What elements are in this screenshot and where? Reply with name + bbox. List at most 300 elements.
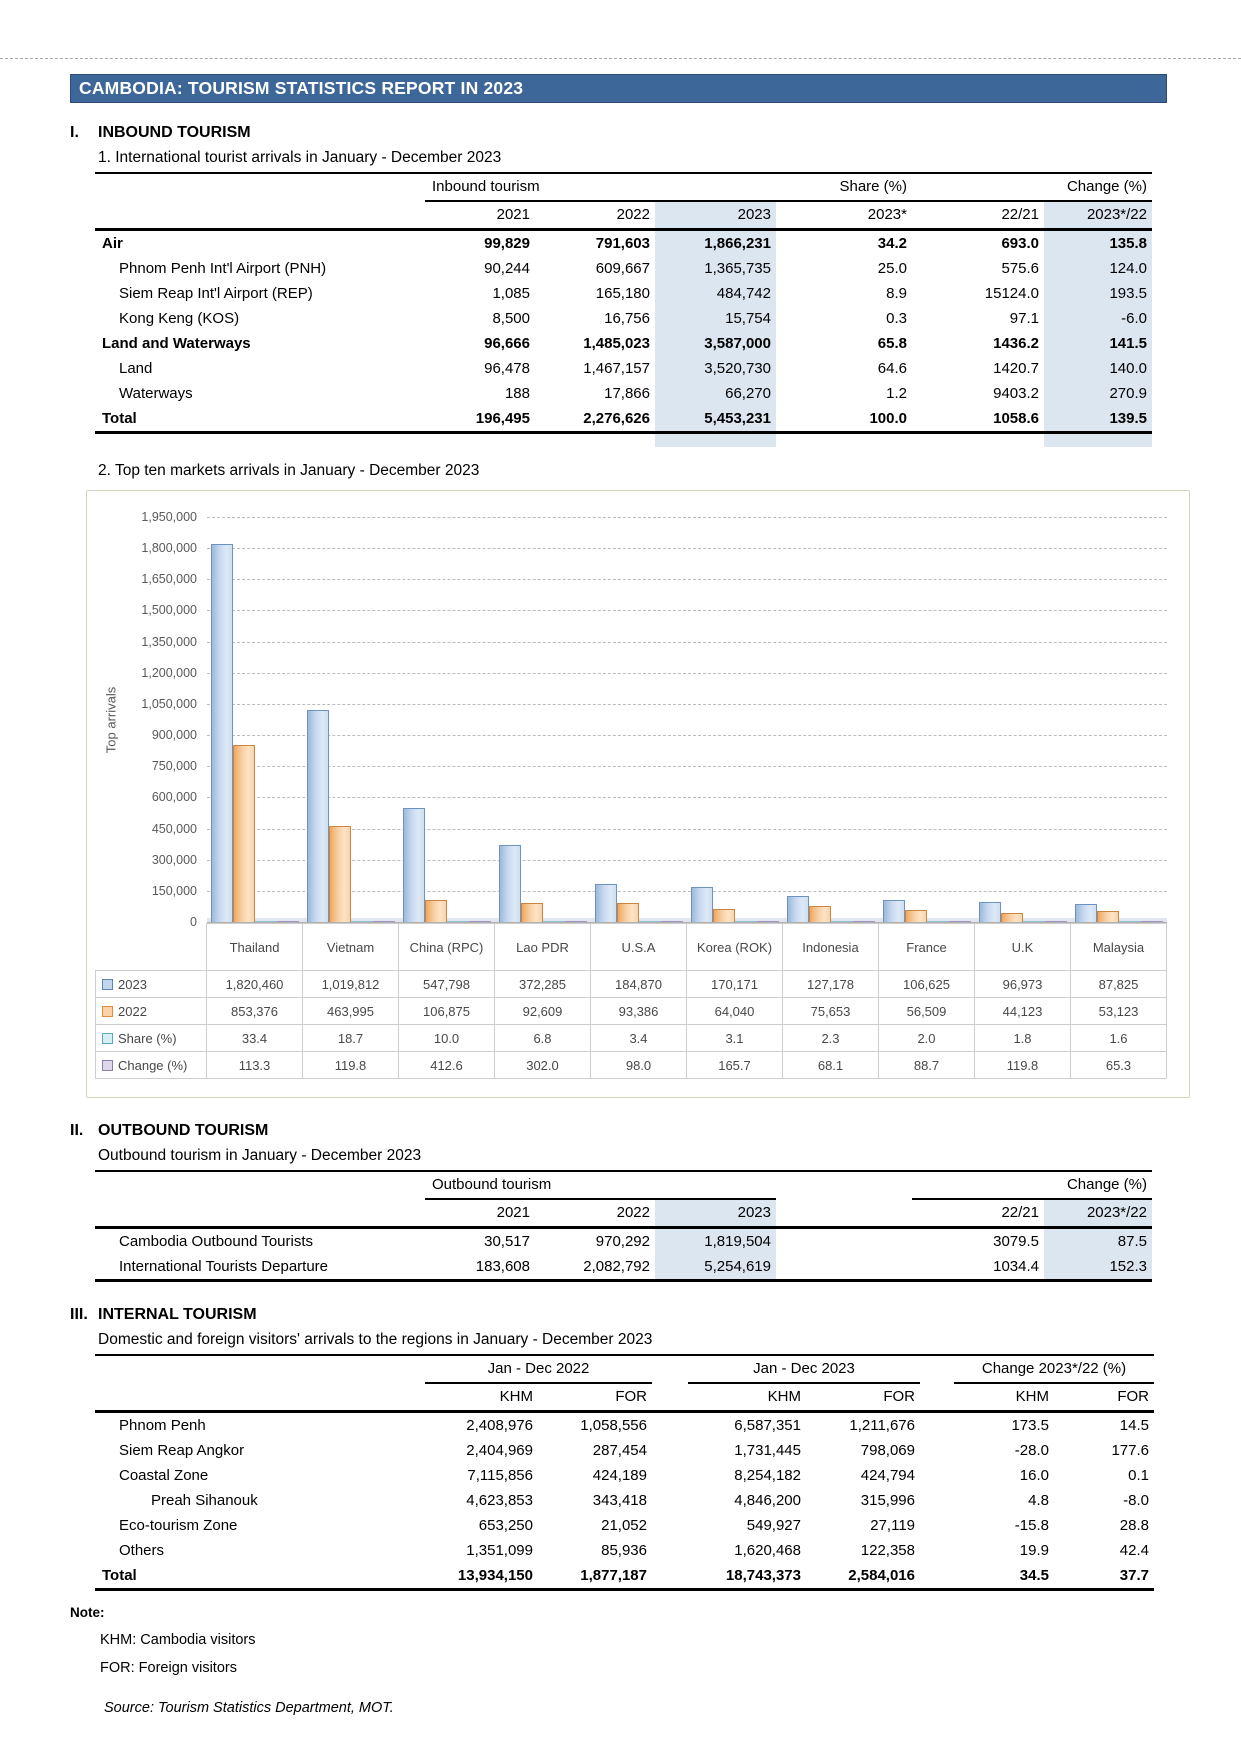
value-cell: 188	[504, 385, 530, 402]
bar-group	[399, 517, 495, 922]
column-header: KHM	[425, 1384, 538, 1413]
column-header: KHM	[954, 1384, 1054, 1413]
series-value-cell: 1,019,812	[303, 971, 399, 998]
value-cell	[776, 1254, 912, 1282]
column-header: 2023*	[776, 202, 912, 231]
series-value-cell: 2.3	[783, 1025, 879, 1052]
value-cell	[652, 1488, 688, 1513]
value-cell	[920, 1438, 954, 1463]
value-cell: 173.5	[1011, 1417, 1049, 1434]
bar-change-	[1141, 921, 1163, 922]
bar-share-	[735, 921, 757, 922]
chart-plot	[207, 517, 1167, 923]
value-cell	[920, 1413, 954, 1438]
column-header: 2022	[535, 202, 655, 231]
bar-2022	[905, 910, 927, 922]
series-value-cell: 165.7	[687, 1052, 783, 1079]
value-cell: -15.8	[1014, 1517, 1049, 1534]
bar-2023	[1075, 904, 1097, 922]
value-cell: 1,365,735	[655, 256, 776, 281]
inbound-arrivals-table	[95, 172, 1195, 434]
column-header	[652, 1384, 688, 1413]
value-cell: 14.5	[1119, 1417, 1149, 1434]
category-label-text: France	[906, 939, 947, 955]
value-cell: 139.5	[1044, 406, 1152, 434]
value-cell	[920, 1513, 954, 1538]
value-cell: 37.7	[1054, 1563, 1154, 1591]
bar-2023	[979, 902, 1001, 922]
spacer-cell	[652, 1354, 688, 1382]
bar-group	[207, 517, 303, 922]
category-label-text: Thailand	[229, 939, 280, 955]
category-label	[303, 923, 399, 971]
legend-cell	[95, 998, 207, 1025]
series-value-cell: 44,123	[975, 998, 1071, 1025]
inbound-table-subtitle: 1. International tourist arrivals in January - December 2023	[98, 149, 502, 166]
value-cell: 3,587,000	[655, 331, 776, 356]
row-label: Siem Reap Int'l Airport (REP)	[119, 285, 313, 302]
section-title: OUTBOUND TOURISM	[98, 1122, 269, 1139]
value-cell: 1,351,099	[466, 1542, 533, 1559]
bar-change-	[277, 921, 299, 922]
value-cell: 1,620,468	[734, 1542, 801, 1559]
series-value-cell: 75,653	[783, 998, 879, 1025]
value-cell: 152.3	[1044, 1254, 1152, 1282]
section-numeral: I.	[70, 124, 79, 141]
value-cell: 287,454	[592, 1442, 647, 1459]
column-header: 2023*/22	[1044, 1200, 1152, 1229]
page-margin-line	[0, 58, 1241, 59]
series-value-cell: 88.7	[879, 1052, 975, 1079]
category-label	[495, 923, 591, 971]
value-cell: 87.5	[1044, 1229, 1152, 1254]
inbound-arrivals-table-wrap	[95, 172, 1195, 434]
bar-2023	[499, 845, 521, 922]
column-header: 22/21	[912, 202, 1044, 231]
value-cell: 15,754	[655, 306, 776, 331]
row-label: Air	[102, 235, 123, 252]
section-heading-inbound	[70, 124, 1195, 142]
series-value-cell: 92,609	[495, 998, 591, 1025]
bar-change-	[565, 921, 587, 922]
value-cell: 1,211,676	[849, 1417, 915, 1434]
bar-2022	[1097, 911, 1119, 922]
value-cell: 13,934,150	[425, 1563, 538, 1591]
legend-swatch	[102, 979, 113, 990]
value-cell: 100.0	[776, 406, 912, 434]
y-tick-label: 750,000	[151, 759, 197, 774]
row-label: Total	[95, 1563, 425, 1591]
column-header: FOR	[1054, 1384, 1154, 1413]
bar-2022	[1001, 913, 1023, 922]
value-cell: 30,517	[484, 1233, 530, 1250]
spacer-cell	[95, 1384, 425, 1413]
series-value-cell: 113.3	[207, 1052, 303, 1079]
value-cell: 16,756	[604, 310, 650, 327]
value-cell: 7,115,856	[467, 1467, 533, 1484]
value-cell: 549,927	[746, 1517, 801, 1534]
series-value-cell: 119.8	[975, 1052, 1071, 1079]
y-tick-label: 450,000	[151, 821, 197, 836]
value-cell: 970,292	[595, 1233, 650, 1250]
value-cell: 21,052	[601, 1517, 647, 1534]
report-title: CAMBODIA: TOURISM STATISTICS REPORT IN 2023	[79, 78, 524, 98]
corner-cell	[95, 923, 207, 971]
bar-share-	[639, 921, 661, 922]
bar-change-	[1045, 921, 1067, 922]
value-cell: 99,829	[484, 235, 530, 252]
source-line: Source: Tourism Statistics Department, MOT.	[104, 1700, 394, 1716]
series-value-cell: 302.0	[495, 1052, 591, 1079]
chart-plot-area	[95, 510, 1189, 929]
value-cell	[652, 1563, 688, 1591]
bar-group	[495, 517, 591, 922]
bar-2023	[691, 887, 713, 922]
value-cell: 1,485,023	[583, 335, 650, 352]
value-cell	[920, 1538, 954, 1563]
category-label-text: U.K	[1011, 939, 1034, 955]
y-tick-label: 300,000	[151, 852, 197, 867]
category-label	[783, 923, 879, 971]
bar-share-	[1023, 921, 1045, 922]
value-cell: 9403.2	[993, 385, 1039, 402]
row-label: Kong Keng (KOS)	[119, 310, 240, 327]
column-header: KHM	[688, 1384, 806, 1413]
y-tick-label: 150,000	[151, 883, 197, 898]
series-value-cell: 6.8	[495, 1025, 591, 1052]
value-cell: 270.9	[1044, 381, 1152, 406]
y-tick-label: 900,000	[151, 728, 197, 743]
legend-cell	[95, 1052, 207, 1079]
bar-group	[591, 517, 687, 922]
chart-data-table	[95, 923, 1189, 1079]
bar-group	[687, 517, 783, 922]
bar-2022	[521, 903, 543, 922]
series-value-cell: 412.6	[399, 1052, 495, 1079]
value-cell: 96,666	[484, 335, 530, 352]
group-header: Share (%)	[776, 172, 912, 202]
section-heading-internal	[70, 1306, 1195, 1324]
series-value-cell: 1.6	[1071, 1025, 1167, 1052]
spacer-cell	[95, 1170, 425, 1198]
column-header: 2023	[655, 1200, 776, 1229]
bar-group	[783, 517, 879, 922]
value-cell: 1,058,556	[580, 1417, 647, 1434]
bar-share-	[447, 921, 469, 922]
bar-share-	[831, 921, 853, 922]
value-cell: 1,467,157	[583, 360, 650, 377]
spacer-cell	[95, 172, 425, 200]
value-cell: 2,276,626	[535, 406, 655, 434]
bar-share-	[351, 921, 373, 922]
spacer-cell	[95, 1200, 425, 1229]
value-cell: 791,603	[595, 235, 650, 252]
series-value-cell: 87,825	[1071, 971, 1167, 998]
value-cell: -8.0	[1123, 1492, 1149, 1509]
value-cell: 798,069	[860, 1442, 915, 1459]
value-cell: 140.0	[1044, 356, 1152, 381]
bar-2022	[713, 909, 735, 922]
series-value-cell: 119.8	[303, 1052, 399, 1079]
value-cell: 34.5	[954, 1563, 1054, 1591]
series-value-cell: 2.0	[879, 1025, 975, 1052]
internal-tourism-table-wrap	[95, 1354, 1195, 1591]
value-cell: 1,866,231	[655, 231, 776, 256]
series-value-cell: 853,376	[207, 998, 303, 1025]
column-header: 22/21	[912, 1200, 1044, 1229]
value-cell: 183,608	[425, 1254, 535, 1282]
value-cell: 96,478	[484, 360, 530, 377]
category-label-text: Vietnam	[326, 939, 375, 955]
category-label-text: Korea (ROK)	[696, 939, 773, 955]
bar-change-	[373, 921, 395, 922]
section-title: INTERNAL TOURISM	[98, 1306, 257, 1323]
value-cell: 16.0	[1019, 1467, 1049, 1484]
row-label: Others	[119, 1542, 165, 1559]
legend-swatch	[102, 1060, 113, 1071]
legend-cell	[95, 971, 207, 998]
column-header: 2021	[425, 202, 535, 231]
shade-tail	[655, 434, 776, 447]
value-cell	[652, 1413, 688, 1438]
y-tick-label: 1,500,000	[141, 603, 197, 618]
group-header: Inbound tourism	[425, 172, 776, 202]
value-cell: 8.9	[886, 285, 907, 302]
bar-share-	[543, 921, 565, 922]
internal-tourism-table	[95, 1354, 1195, 1591]
value-cell: 424,189	[592, 1467, 647, 1484]
series-value-cell: 18.7	[303, 1025, 399, 1052]
series-value-cell: 93,386	[591, 998, 687, 1025]
row-label: Cambodia Outbound Tourists	[119, 1233, 314, 1250]
bar-2023	[883, 900, 905, 922]
value-cell	[652, 1463, 688, 1488]
group-header: Change 2023*/22 (%)	[954, 1354, 1154, 1384]
chart-y-axis	[95, 510, 207, 929]
row-label: Waterways	[119, 385, 193, 402]
value-cell: 18,743,373	[688, 1563, 806, 1591]
value-cell	[920, 1563, 954, 1591]
bar-2023	[403, 808, 425, 922]
value-cell: 1058.6	[912, 406, 1044, 434]
bar-change-	[661, 921, 683, 922]
section-numeral: II.	[70, 1122, 84, 1139]
series-value-cell: 170,171	[687, 971, 783, 998]
shade-tail	[1044, 434, 1152, 447]
bar-group	[975, 517, 1071, 922]
legend-cell	[95, 1025, 207, 1052]
group-header: Change (%)	[912, 1170, 1152, 1200]
value-cell: 1.2	[886, 385, 907, 402]
note-label: Note:	[70, 1605, 105, 1620]
value-cell: 2,404,969	[466, 1442, 533, 1459]
outbound-tourism-table	[95, 1170, 1195, 1282]
value-cell	[652, 1438, 688, 1463]
spacer-cell	[776, 1170, 912, 1198]
bar-2022	[617, 903, 639, 922]
value-cell: 1,085	[492, 285, 530, 302]
category-label	[687, 923, 783, 971]
series-value-cell: 3.1	[687, 1025, 783, 1052]
value-cell: 484,742	[655, 281, 776, 306]
value-cell: 193.5	[1044, 281, 1152, 306]
top-markets-chart	[86, 490, 1190, 1098]
bar-2022	[425, 900, 447, 922]
internal-table-subtitle: Domestic and foreign visitors' arrivals to the regions in January - December 2023	[98, 1331, 653, 1348]
value-cell: 1,877,187	[538, 1563, 652, 1591]
series-value-cell: 106,625	[879, 971, 975, 998]
value-cell: 3,520,730	[655, 356, 776, 381]
bar-group	[303, 517, 399, 922]
value-cell: 34.2	[877, 235, 907, 252]
value-cell: 0.3	[886, 310, 907, 327]
series-value-cell: 53,123	[1071, 998, 1167, 1025]
group-header: Outbound tourism	[425, 1170, 776, 1200]
value-cell: 122,358	[860, 1542, 915, 1559]
outbound-table-subtitle: Outbound tourism in January - December 2023	[98, 1147, 422, 1164]
value-cell: 196,495	[425, 406, 535, 434]
value-cell: 165,180	[595, 285, 650, 302]
row-label: International Tourists Departure	[95, 1254, 425, 1282]
bar-change-	[853, 921, 875, 922]
y-tick-label: 1,200,000	[141, 665, 197, 680]
value-cell: 42.4	[1119, 1542, 1149, 1559]
value-cell: 2,584,016	[806, 1563, 920, 1591]
section-heading-outbound	[70, 1122, 1195, 1140]
category-label-text: Malaysia	[1092, 939, 1145, 955]
bar-share-	[1119, 921, 1141, 922]
value-cell: 17,866	[604, 385, 650, 402]
value-cell: 2,082,792	[535, 1254, 655, 1282]
y-tick-label: 600,000	[151, 790, 197, 805]
category-label-text: Indonesia	[802, 939, 859, 955]
value-cell: 28.8	[1119, 1517, 1149, 1534]
value-cell: 8,254,182	[734, 1467, 801, 1484]
bar-2022	[329, 826, 351, 922]
section-title: INBOUND TOURISM	[98, 124, 251, 141]
bar-change-	[949, 921, 971, 922]
series-value-cell: 184,870	[591, 971, 687, 998]
series-value-cell: 1,820,460	[207, 971, 303, 998]
series-value-cell: 96,973	[975, 971, 1071, 998]
row-label: Total	[95, 406, 425, 434]
value-cell: 97.1	[1009, 310, 1039, 327]
row-label: Phnom Penh	[119, 1417, 206, 1434]
value-cell: 19.9	[1019, 1542, 1049, 1559]
value-cell: 693.0	[1001, 235, 1039, 252]
report-page	[70, 74, 1195, 1716]
bar-share-	[255, 921, 277, 922]
section-numeral: III.	[70, 1306, 88, 1323]
series-value-cell: 3.4	[591, 1025, 687, 1052]
category-label	[591, 923, 687, 971]
bar-share-	[927, 921, 949, 922]
column-header: 2023*/22	[1044, 202, 1152, 231]
spacer-cell	[920, 1354, 954, 1382]
category-label-text: China (RPC)	[409, 939, 484, 955]
legend-label: 2022	[118, 1003, 147, 1019]
value-cell: 1,731,445	[734, 1442, 801, 1459]
value-cell: 6,587,351	[734, 1417, 801, 1434]
series-value-cell: 10.0	[399, 1025, 495, 1052]
y-tick-label: 1,050,000	[141, 696, 197, 711]
value-cell: 5,453,231	[655, 406, 776, 434]
bar-2022	[809, 906, 831, 922]
column-header: 2023	[655, 202, 776, 231]
note-line-for: FOR: Foreign visitors	[100, 1660, 237, 1676]
value-cell: 653,250	[478, 1517, 533, 1534]
row-label: Land	[119, 360, 153, 377]
y-tick-label: 1,650,000	[141, 572, 197, 587]
value-cell: 343,418	[592, 1492, 647, 1509]
value-cell: -6.0	[1044, 306, 1152, 331]
value-cell: 90,244	[484, 260, 530, 277]
bar-change-	[469, 921, 491, 922]
value-cell: 85,936	[601, 1542, 647, 1559]
value-cell: 2,408,976	[466, 1417, 533, 1434]
bar-2022	[233, 745, 255, 922]
bar-2023	[787, 896, 809, 922]
value-cell: 1420.7	[993, 360, 1039, 377]
value-cell	[920, 1488, 954, 1513]
category-label-text: Lao PDR	[516, 939, 569, 955]
spacer-cell	[95, 202, 425, 231]
value-cell: 315,996	[860, 1492, 915, 1509]
y-tick-label: 1,350,000	[141, 634, 197, 649]
series-value-cell: 106,875	[399, 998, 495, 1025]
legend-label: Share (%)	[118, 1030, 177, 1046]
value-cell: 66,270	[655, 381, 776, 406]
report-title-bar	[70, 74, 1167, 103]
bar-change-	[757, 921, 779, 922]
value-cell: 3079.5	[993, 1233, 1039, 1250]
row-label: Preah Sihanouk	[151, 1492, 258, 1509]
legend-label: 2023	[118, 976, 147, 992]
row-label: Phnom Penh Int'l Airport (PNH)	[119, 260, 327, 277]
row-label: Land and Waterways	[102, 335, 251, 352]
chart-subtitle: 2. Top ten markets arrivals in January - December 2023	[98, 462, 480, 479]
value-cell: 1436.2	[993, 335, 1039, 352]
category-label	[1071, 923, 1167, 971]
series-value-cell: 64,040	[687, 998, 783, 1025]
series-value-cell: 33.4	[207, 1025, 303, 1052]
column-header	[920, 1384, 954, 1413]
note-line-khm: KHM: Cambodia visitors	[100, 1632, 256, 1648]
row-label: Coastal Zone	[119, 1467, 209, 1484]
column-header: FOR	[806, 1384, 920, 1413]
series-value-cell: 98.0	[591, 1052, 687, 1079]
series-value-cell: 547,798	[399, 971, 495, 998]
value-cell: 124.0	[1044, 256, 1152, 281]
group-header: Jan - Dec 2022	[425, 1354, 652, 1384]
category-label	[207, 923, 303, 971]
value-cell: 177.6	[1111, 1442, 1149, 1459]
value-cell: 5,254,619	[655, 1254, 776, 1282]
column-header: FOR	[538, 1384, 652, 1413]
y-tick-label: 1,800,000	[141, 541, 197, 556]
column-header: 2021	[425, 1200, 535, 1229]
group-header: Change (%)	[912, 172, 1152, 202]
legend-label: Change (%)	[118, 1057, 188, 1073]
y-tick-label: 1,950,000	[141, 510, 197, 524]
value-cell: -28.0	[1014, 1442, 1049, 1459]
series-value-cell: 1.8	[975, 1025, 1071, 1052]
value-cell: 4.8	[1028, 1492, 1049, 1509]
series-value-cell: 65.3	[1071, 1052, 1167, 1079]
group-header: Jan - Dec 2023	[688, 1354, 920, 1384]
value-cell: 609,667	[595, 260, 650, 277]
value-cell	[652, 1513, 688, 1538]
